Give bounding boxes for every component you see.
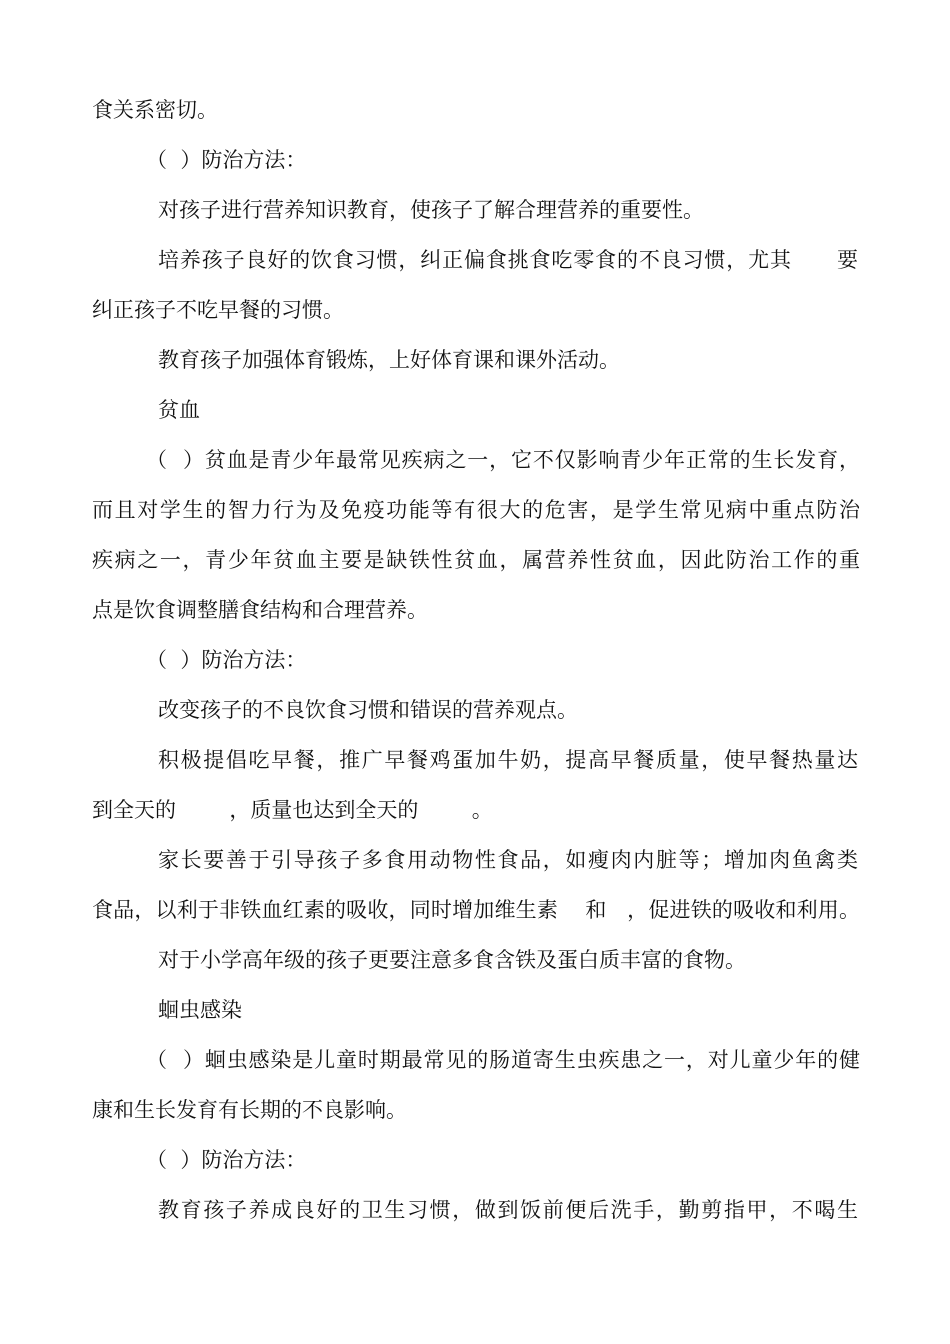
section-title-anemia: 贫血 [158, 398, 200, 422]
text-line-1: 食关系密切。 [92, 98, 218, 122]
text-line-6: 教育孩子加强体育锻炼，上好体育课和课外活动。 [158, 348, 620, 372]
text-line-5: 纠正孩子不吃早餐的习惯。 [92, 298, 344, 322]
text-line-11: 点是饮食调整膳食结构和合理营养。 [92, 598, 428, 622]
text-line-3: 对孩子进行营养知识教育，使孩子了解合理营养的重要性。 [158, 198, 704, 222]
text-line-4: 培养孩子良好的饮食习惯，纠正偏食挑食吃零食的不良习惯，尤其 要 [158, 248, 858, 272]
text-line-15: 到全天的 ，质量也达到全天的 。 [92, 798, 493, 822]
section-heading-prevention-3: （ ）防治方法： [146, 1148, 307, 1172]
section-heading-prevention: （ ）防治方法： [146, 148, 307, 172]
section-heading-prevention-2: （ ）防治方法： [146, 648, 307, 672]
text-line-10: 疾病之一，青少年贫血主要是缺铁性贫血，属营养性贫血，因此防治工作的重 [92, 548, 860, 572]
text-line-20: （ ）蛔虫感染是儿童时期最常见的肠道寄生虫疾患之一，对儿童少年的健 [146, 1048, 860, 1072]
text-line-13: 改变孩子的不良饮食习惯和错误的营养观点。 [158, 698, 578, 722]
text-line-9: 而且对学生的智力行为及免疫功能等有很大的危害，是学生常见病中重点防治 [92, 498, 860, 522]
text-line-14: 积极提倡吃早餐，推广早餐鸡蛋加牛奶，提高早餐质量，使早餐热量达 [158, 748, 858, 772]
text-line-8: （ ）贫血是青少年最常见疾病之一，它不仅影响青少年正常的生长发育， [146, 448, 860, 472]
text-line-21: 康和生长发育有长期的不良影响。 [92, 1098, 407, 1122]
text-line-18: 对于小学高年级的孩子更要注意多食含铁及蛋白质丰富的食物。 [158, 948, 746, 972]
text-line-16: 家长要善于引导孩子多食用动物性食品，如瘦肉内脏等；增加肉鱼禽类 [158, 848, 858, 872]
text-line-23: 教育孩子养成良好的卫生习惯，做到饭前便后洗手，勤剪指甲，不喝生 [158, 1198, 858, 1222]
text-line-17: 食品，以利于非铁血红素的吸收，同时增加维生素 和 ，促进铁的吸收和利用。 [92, 898, 860, 922]
section-title-roundworm: 蛔虫感染 [158, 998, 242, 1022]
